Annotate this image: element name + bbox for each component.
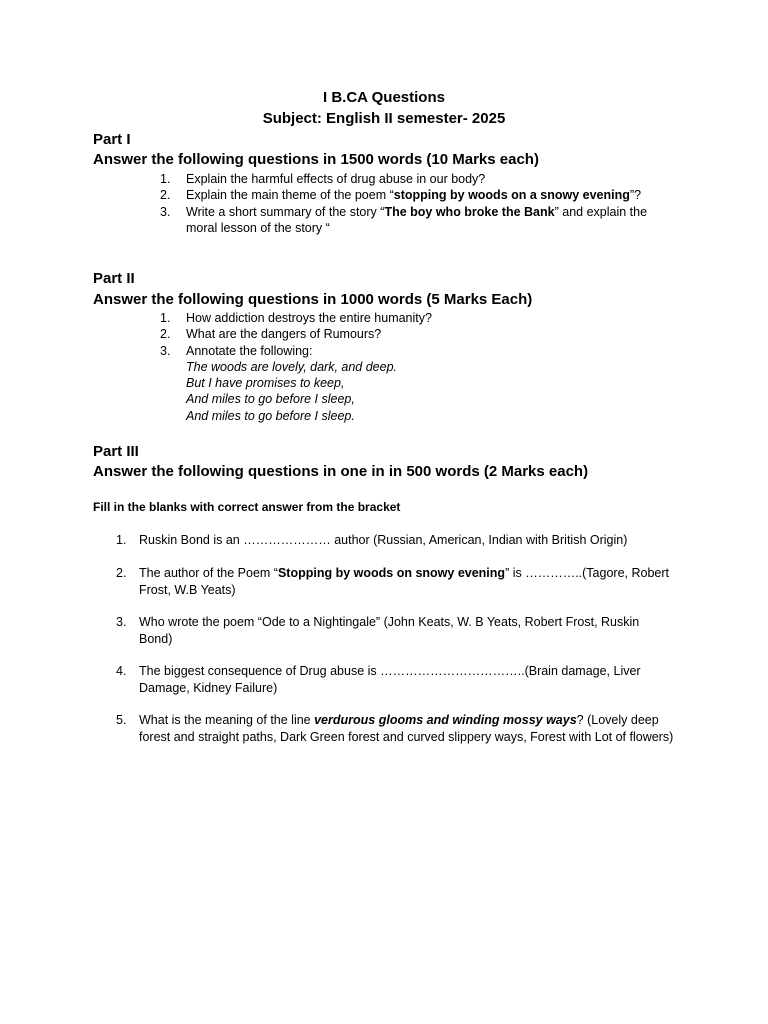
part2-instruction: Answer the following questions in 1000 words (5 Marks Each) <box>93 291 533 308</box>
item-text-pre: The author of the Poem “ <box>139 566 278 580</box>
item-number: 1. <box>160 311 171 325</box>
part3-label: Part III <box>93 443 139 460</box>
item-text-post: ? (Lovely deep forest and straight paths, Dark Green forest and curved slippery ways, Forest with Lot of flowers) <box>139 713 674 744</box>
list-item <box>160 171 680 187</box>
poem-line: And miles to go before I sleep, <box>186 392 355 407</box>
part2-question-list <box>160 310 680 424</box>
list-item <box>160 204 680 237</box>
item-number: 3. <box>116 615 127 629</box>
fill-blanks-heading: Fill in the blanks with correct answer from the bracket <box>93 500 401 514</box>
subject-line: Subject: English II semester- 2025 <box>262 110 506 127</box>
item-text-pre: What is the meaning of the line <box>139 713 315 727</box>
fill-question <box>116 565 676 598</box>
item-text: What are the dangers of Rumours? <box>186 327 382 342</box>
quoted-line: verdurous glooms and winding mossy ways <box>314 713 577 727</box>
list-item <box>160 310 680 326</box>
item-text-pre: Write a short summary of the story “ <box>186 204 385 219</box>
item-text-pre: Explain the main theme of the poem “ <box>186 188 394 203</box>
list-item <box>160 187 680 203</box>
list-item <box>160 343 680 359</box>
item-text: The biggest consequence of Drug abuse is ……………………………..(Brain damage, Liver Damage, Kidney Failure) <box>139 664 641 695</box>
part2-label: Part II <box>93 270 135 287</box>
part3-instruction: Answer the following questions in one in in 500 words (2 Marks each) <box>93 463 589 480</box>
item-number: 3. <box>160 343 171 358</box>
poem-stanza <box>160 359 680 424</box>
page-title: I B.CA Questions <box>323 89 445 106</box>
part1-label: Part I <box>93 131 131 148</box>
poem-line: But I have promises to keep, <box>186 376 345 391</box>
item-text: Explain the harmful effects of drug abuse in our body? <box>186 172 486 186</box>
list-item <box>160 326 680 342</box>
fill-question <box>116 614 676 647</box>
item-number: 1. <box>160 172 171 186</box>
item-number: 1. <box>116 533 127 547</box>
item-number: 3. <box>160 204 171 219</box>
poem-line: And miles to go before I sleep. <box>186 408 355 423</box>
item-text-post: ” and explain the moral lesson of the story “ <box>186 204 648 235</box>
item-number: 4. <box>116 664 127 678</box>
fill-question <box>116 663 676 696</box>
item-text-post: ” is …………..(Tagore, Robert Frost, W.B Yeats) <box>139 566 669 597</box>
fill-question <box>116 712 676 745</box>
story-title: The boy who broke the Bank <box>384 204 555 219</box>
item-number: 2. <box>160 188 171 203</box>
item-text: Annotate the following: <box>186 343 313 358</box>
part1-instruction: Answer the following questions in 1500 words (10 Marks each) <box>93 151 539 168</box>
item-text: Who wrote the poem “Ode to a Nightingale” (John Keats, W. B Yeats, Robert Frost, Ruskin Bond) <box>139 615 640 646</box>
poem-line: The woods are lovely, dark, and deep. <box>186 359 398 374</box>
item-number: 5. <box>116 713 127 727</box>
fill-question <box>116 532 676 549</box>
item-number: 2. <box>116 566 127 580</box>
item-text-post: ”? <box>629 188 642 203</box>
item-number: 2. <box>160 327 171 342</box>
item-text: Ruskin Bond is an ………………… author (Russian, American, Indian with British Origin) <box>139 533 628 547</box>
poem-title: stopping by woods on a snowy evening <box>393 188 630 203</box>
item-text: How addiction destroys the entire humanity? <box>186 311 432 325</box>
part1-question-list <box>160 171 680 236</box>
poem-title: Stopping by woods on snowy evening <box>277 566 506 580</box>
